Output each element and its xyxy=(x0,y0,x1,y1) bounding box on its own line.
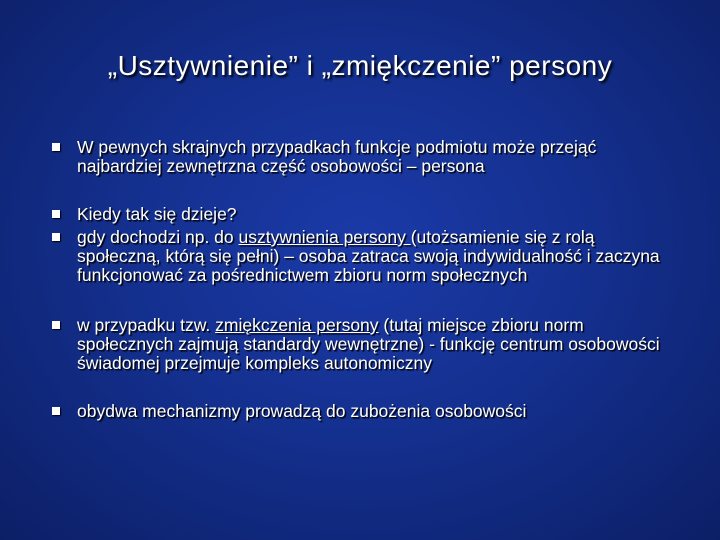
square-bullet-icon xyxy=(52,233,60,241)
bullet-text-3: gdy dochodzi np. do usztywnienia persony (utożsamienie się z rolą społeczną, którą się pełni) – osoba zatraca swoją indywidualność i zaczyna funkcjonować za pośrednictwem zbioru norm społecznych xyxy=(77,227,660,285)
bullet-text-1: W pewnych skrajnych przypadkach funkcje podmiotu może przejąć najbardziej zewnętrzna część osobowości – persona xyxy=(77,137,597,176)
square-bullet-icon xyxy=(52,143,60,151)
slide-title: „Usztywnienie” i „zmiękczenie” persony xyxy=(107,50,613,81)
underlined-term: zmiękczenia persony xyxy=(215,315,379,335)
bullet-text-5: obydwa mechanizmy prowadzą do zubożenia osobowości xyxy=(77,401,527,421)
bullet-text-4: w przypadku tzw. zmiękczenia persony (tutaj miejsce zbioru norm społecznych zajmują standardy wewnętrzne) - funkcję centrum osobowości świadomej przejmuje kompleks autonomiczny xyxy=(77,315,660,373)
square-bullet-icon xyxy=(52,210,60,218)
bullet-text-2: Kiedy tak się dzieje? xyxy=(77,204,237,224)
underlined-term: usztywnienia persony xyxy=(238,227,411,247)
square-bullet-icon xyxy=(52,407,60,415)
square-bullet-icon xyxy=(52,321,60,329)
